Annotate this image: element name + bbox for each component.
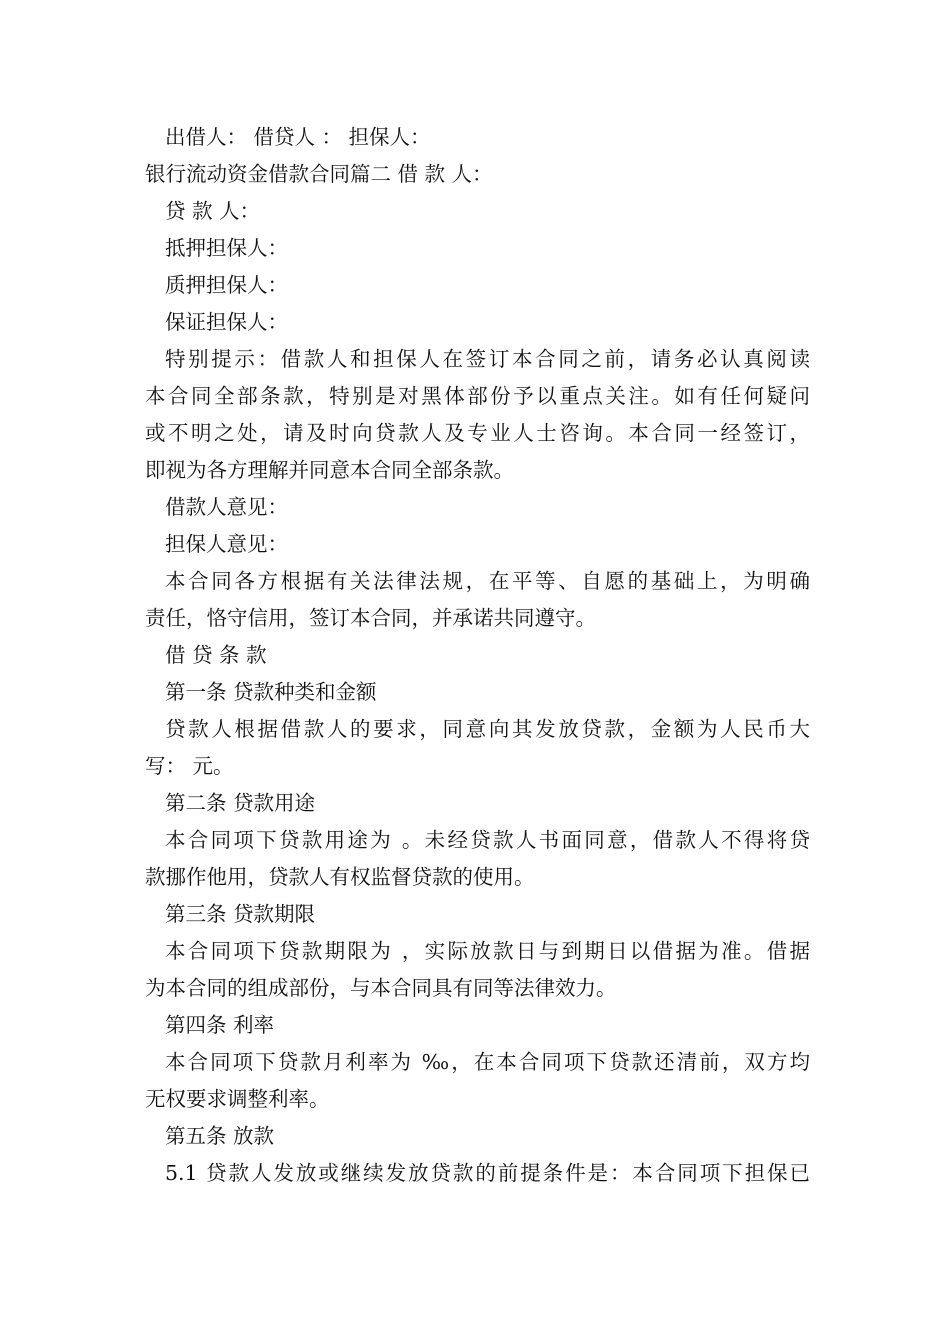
notice-paragraph-line-3: 或不明之处，请及时向贷款人及专业人士咨询。本合同一经签订， bbox=[145, 421, 810, 445]
contract-title-line: 银行流动资金借款合同篇二 借 款 人： bbox=[145, 162, 493, 186]
article-1-heading: 第一条 贷款种类和金额 bbox=[165, 680, 377, 704]
lender-line: 贷 款 人： bbox=[165, 199, 261, 223]
loan-terms-heading: 借 贷 条 款 bbox=[165, 643, 267, 667]
notice-paragraph-line-4: 即视为各方理解并同意本合同全部条款。 bbox=[145, 458, 514, 482]
contract-text bbox=[145, 119, 810, 1192]
guarantor-opinion-line: 担保人意见： bbox=[165, 532, 288, 556]
article-3-text-line-2: 为本合同的组成部份，与本合同具有同等法律效力。 bbox=[145, 976, 617, 1000]
article-2-text-line-2: 款挪作他用，贷款人有权监督贷款的使用。 bbox=[145, 865, 535, 889]
article-1-text-line-2: 写： 元。 bbox=[145, 754, 234, 778]
preamble-line-1: 本合同各方根据有关法律法规，在平等、自愿的基础上，为明确 bbox=[165, 569, 810, 593]
notice-paragraph-line-1: 特别提示：借款人和担保人在签订本合同之前，请务必认真阅读 bbox=[165, 347, 810, 371]
parties-line: 出借人： 借贷人 ： 担保人： bbox=[165, 125, 431, 149]
surety-guarantor-line: 保证担保人： bbox=[165, 310, 288, 334]
article-4-text-line-2: 无权要求调整利率。 bbox=[145, 1087, 330, 1111]
article-4-heading: 第四条 利率 bbox=[165, 1013, 275, 1037]
article-2-heading: 第二条 贷款用途 bbox=[165, 791, 316, 815]
article-3-text-line-1: 本合同项下贷款期限为 ，实际放款日与到期日以借据为准。借据 bbox=[165, 939, 810, 963]
pledge-guarantor-line: 质押担保人： bbox=[165, 273, 288, 297]
borrower-opinion-line: 借款人意见： bbox=[165, 495, 288, 519]
article-3-heading: 第三条 贷款期限 bbox=[165, 902, 316, 926]
preamble-line-2: 责任，恪守信用，签订本合同，并承诺共同遵守。 bbox=[145, 606, 596, 630]
article-5-heading: 第五条 放款 bbox=[165, 1124, 275, 1148]
article-1-text-line-1: 贷款人根据借款人的要求，同意向其发放贷款，金额为人民币大 bbox=[165, 717, 810, 741]
article-5-1-text-line-1: 5.1 贷款人发放或继续发放贷款的前提条件是：本合同项下担保已 bbox=[165, 1161, 810, 1185]
mortgage-guarantor-line: 抵押担保人： bbox=[165, 236, 288, 260]
article-2-text-line-1: 本合同项下贷款用途为 。未经贷款人书面同意，借款人不得将贷 bbox=[165, 828, 810, 852]
article-4-text-line-1: 本合同项下贷款月利率为 ‰，在本合同项下贷款还清前，双方均 bbox=[165, 1050, 810, 1074]
notice-paragraph-line-2: 本合同全部条款，特别是对黑体部份予以重点关注。如有任何疑问 bbox=[145, 384, 810, 408]
